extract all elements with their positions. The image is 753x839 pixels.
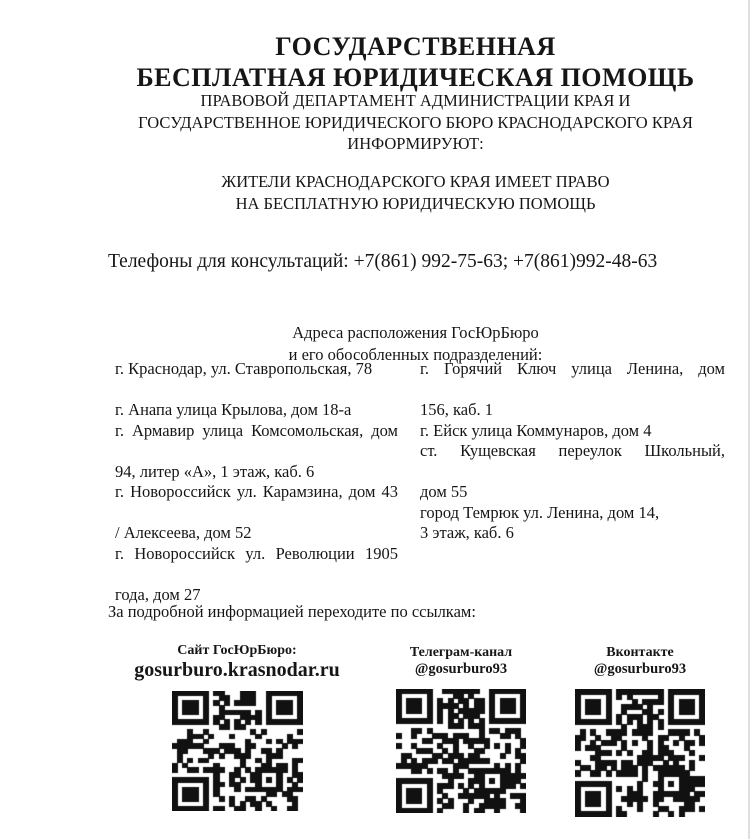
address-line: г. Горячий Ключ улица Ленина, дом xyxy=(420,359,725,378)
address-column-left xyxy=(115,359,398,605)
scan-artifact-right-edge xyxy=(748,0,750,839)
intro-paragraph xyxy=(80,90,751,155)
address-line: г. Новороссийск ул. Карамзина, дом 43 xyxy=(115,482,398,501)
link-block-vk xyxy=(520,644,753,822)
telegram-link-handle: @gosurburo93 xyxy=(414,661,508,677)
site-link-url: gosurburo.krasnodar.ru xyxy=(134,659,340,681)
qr-code-site-icon xyxy=(172,691,303,811)
address-line xyxy=(115,380,398,401)
address-line: 156, каб. 1 xyxy=(420,400,493,419)
address-line: 94, литер «А», 1 этаж, каб. 6 xyxy=(115,461,315,481)
site-link-label: Сайт ГосЮрБюро: xyxy=(177,643,297,658)
intro-line-2: ГОСУДАРСТВЕННОЕ ЮРИДИЧЕСКОГО БЮРО КРАСНОДАРСКОГО КРАЯ xyxy=(138,112,693,132)
address-line: город Темрюк ул. Ленина, дом 14, xyxy=(420,502,660,522)
addresses-heading-line-1: Адреса расположения ГосЮрБюро xyxy=(292,323,539,342)
qr-code-telegram-icon xyxy=(396,689,526,813)
address-line: г. Новороссийск ул. Революции 1905 xyxy=(115,543,398,563)
link-block-site xyxy=(117,642,357,816)
consultation-phones: Телефоны для консультаций: +7(861) 992-75-63; +7(861)992-48-63 xyxy=(108,251,658,272)
address-line: г. Ейск улица Коммунаров, дом 4 xyxy=(420,420,652,440)
page-title xyxy=(80,31,751,93)
vk-link-label: Вконтакте xyxy=(606,645,674,660)
address-line: г. Анапа улица Крылова, дом 18-а xyxy=(115,400,352,419)
title-line-2: БЕСПЛАТНАЯ ЮРИДИЧЕСКАЯ ПОМОЩЬ xyxy=(136,63,695,93)
title-line-1: ГОСУДАРСТВЕННАЯ xyxy=(275,32,556,62)
intro-line-3: ИНФОРМИРУЮТ: xyxy=(347,134,484,153)
rights-line-1: ЖИТЕЛИ КРАСНОДАРСКОГО КРАЯ ИМЕЕТ ПРАВО xyxy=(221,172,610,191)
address-line: 3 этаж, каб. 6 xyxy=(420,523,514,542)
address-line: дом 55 xyxy=(420,482,468,501)
rights-line-2: НА БЕСПЛАТНУЮ ЮРИДИЧЕСКУЮ ПОМОЩЬ xyxy=(235,193,596,213)
address-line: ст. Кущевская переулок Школьный, xyxy=(420,441,725,460)
qr-code-vk-icon xyxy=(575,689,705,817)
telegram-link-label: Телеграм-канал xyxy=(409,645,513,660)
address-line: года, дом 27 xyxy=(115,584,201,604)
address-line: г. Армавир улица Комсомольская, дом xyxy=(115,420,398,440)
addresses-list xyxy=(115,359,725,605)
qr-wrap-site xyxy=(117,691,357,816)
vk-link-handle: @gosurburo93 xyxy=(593,661,687,677)
qr-wrap-vk xyxy=(520,689,753,822)
links-intro: За подробной информацией переходите по ссылкам: xyxy=(108,602,476,621)
address-column-right xyxy=(420,359,725,605)
address-line: / Алексеева, дом 52 xyxy=(115,523,252,542)
address-line: г. Краснодар, ул. Ставропольская, 78 xyxy=(115,359,373,378)
addresses-heading-line-2: и его обособленных подразделений: xyxy=(288,344,543,364)
intro-line-1: ПРАВОВОЙ ДЕПАРТАМЕНТ АДМИНИСТРАЦИИ КРАЯ И xyxy=(200,91,631,110)
rights-statement xyxy=(80,171,751,214)
